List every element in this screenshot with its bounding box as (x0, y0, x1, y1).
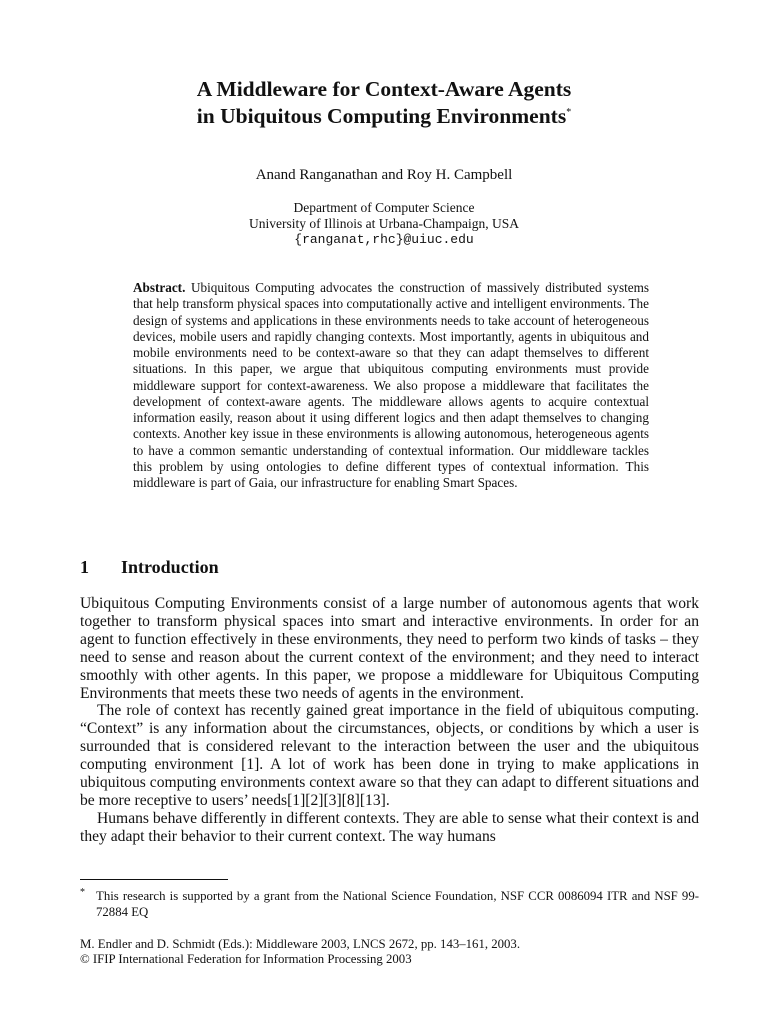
publication-info (80, 937, 699, 967)
citation-line: M. Endler and D. Schmidt (Eds.): Middleware 2003, LNCS 2672, pp. 143–161, 2003. (80, 937, 521, 951)
author-email: {ranganat,rhc}@uiuc.edu (294, 232, 474, 247)
abstract (133, 280, 649, 491)
affiliation (0, 200, 768, 248)
copyright-line: © IFIP International Federation for Information Processing 2003 (80, 952, 412, 966)
footnote-mark: * (80, 887, 85, 898)
introduction-body (80, 595, 699, 846)
section-title: Introduction (121, 557, 219, 577)
footnote-divider (80, 879, 228, 880)
footnote (80, 888, 699, 920)
section-number: 1 (80, 557, 89, 577)
university: University of Illinois at Urbana-Champaign, USA (249, 216, 519, 231)
department: Department of Computer Science (293, 200, 475, 215)
abstract-text: Ubiquitous Computing advocates the construction of massively distributed systems that help transform physical spaces into computationally active and intelligent environments. The design of systems and applications in these environments needs to take account of heterogeneous devices, mobile users and rapidly changing contexts. Most importantly, agents in ubiquitous and mobile environments need to be context-aware so that they can adapt themselves to different situations. In this paper, we argue that ubiquitous computing environments must provide middleware support for context-awareness. We also propose a middleware that facilitates the development of context-aware agents. The middleware allows agents to acquire contextual information easily, reason about it using different logics and then adapt themselves to changing contexts. Another key issue in these environments is allowing autonomous, heterogeneous agents to have a common semantic understanding of contextual information. Our middleware tackles this problem by using ontologies to define different types of contextual information. This middleware is part of Gaia, our infrastructure for enabling Smart Spaces. (133, 280, 649, 490)
paragraph-2: The role of context has recently gained great importance in the field of ubiquitous computing. “Context” is any information about the circumstances, objects, or conditions by which a user is surrounded that is considered relevant to the interaction between the user and the ubiquitous computing environment [1]. A lot of work has been done in trying to make applications in ubiquitous computing environments context aware so that they can adapt to different situations and be more receptive to users’ needs[1][2][3][8][13]. (80, 702, 699, 809)
title-line-2: in Ubiquitous Computing Environments (196, 104, 567, 128)
abstract-label: Abstract. (133, 280, 186, 295)
title-line-1: A Middleware for Context-Aware Agents (196, 77, 572, 101)
paragraph-1: Ubiquitous Computing Environments consist of a large number of autonomous agents that work together to transform physical spaces into smart and interactive environments. In order for an agent to function effectively in these environments, they need to perform two kinds of tasks – they need to sense and reason about the current context of the environment; and they need to interact smoothly with other agents. In this paper, we propose a middleware for Ubiquitous Computing Environments that meets these two needs of agents in the environment. (80, 595, 699, 702)
section-heading (80, 556, 219, 578)
paragraph-3: Humans behave differently in different contexts. They are able to sense what their context is and they adapt their behavior to their current context. The way humans (80, 809, 699, 845)
paper-title (0, 76, 768, 130)
title-footnote-mark: * (566, 106, 572, 118)
author-names: Anand Ranganathan and Roy H. Campbell (255, 167, 513, 183)
footnote-text: This research is supported by a grant from the National Science Foundation, NSF CCR 0086094 ITR and NSF 99-72884 EQ (96, 889, 699, 919)
